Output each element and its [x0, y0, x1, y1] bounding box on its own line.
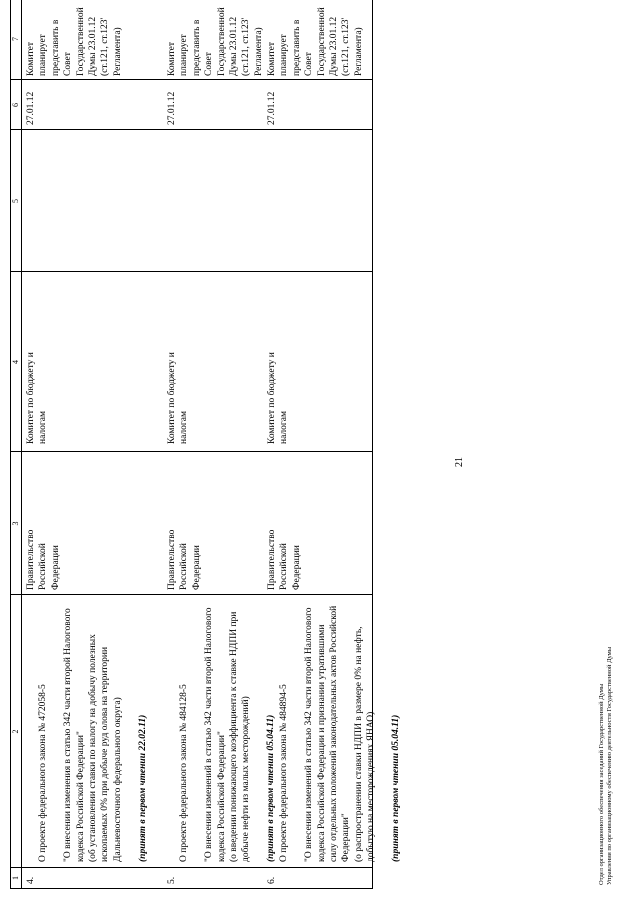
footer [598, 647, 614, 885]
committee: Комитет по бюджету и налогам [167, 352, 190, 444]
header-col-7: 7 [11, 37, 20, 41]
bill-description [166, 604, 278, 862]
header-col-5: 5 [11, 199, 20, 203]
page-number: 21 [454, 457, 465, 467]
initiator: Правительство Российской Федерации [167, 529, 202, 590]
header-col-2: 2 [11, 729, 20, 734]
row-number: 6. [267, 876, 277, 884]
initiator: Правительство Российской Федерации [267, 529, 302, 590]
header-col-6: 6 [11, 103, 20, 107]
initiator: Правительство Российской Федерации [26, 529, 61, 590]
row-number: 5. [167, 876, 177, 884]
bill-reading-note: (принят в первом чтении 22.02.11) [137, 714, 148, 862]
bill-intro: О проекте федерального закона № 484894-5 [279, 684, 290, 862]
footer-line-2: Управления по организационному обеспечению деятельности Государственной Думы [606, 646, 613, 885]
status-note: Комитет планирует представить в Совет Государственной Думы 23.01.12 (ст.121, ст.123' Регламента) [167, 7, 264, 76]
committee: Комитет по бюджету и налогам [267, 352, 290, 444]
header-col-1: 1 [11, 876, 20, 880]
row-number: 4. [26, 876, 36, 884]
bill-intro: О проекте федерального закона № 484128-5 [179, 684, 190, 862]
date: 27.01.12 [167, 91, 177, 125]
bill-intro: О проекте федерального закона № 472058-5 [38, 684, 49, 862]
status-note: Комитет планирует представить в Совет Государственной Думы 23.01.12 (ст.121, ст.123' Регламента) [267, 7, 364, 76]
bill-body: "О внесении изменения в статью 342 части второй Налогового кодекса Российской Федерации" (об установлении ставки по налогу на добычу полезных ископаемых 0% при добыче руд олова на территории Дальневосточного федерального округа) [63, 608, 123, 862]
bill-reading-note: (принят в первом чтении 05.04.11) [391, 714, 402, 862]
status-note: Комитет планирует представить в Совет Государственной Думы 23.01.12 (ст.121, ст.123' Регламента) [26, 7, 123, 76]
committee: Комитет по бюджету и налогам [26, 352, 49, 444]
bill-body: "О внесении изменений в статью 342 части второй Налогового кодекса Российской Федерации и признании утратившими силу отдельных положений законодательных актов Российской Федерации" (о распространении ставки НДПИ в размере 0% на нефть, добытую на месторождениях ЯНАО) [304, 605, 377, 862]
header-col-3: 3 [11, 521, 20, 526]
footer-line-1: Отдел организационного обеспечения заседаний Государственной Думы [598, 683, 605, 885]
bill-description [25, 604, 149, 862]
bill-description [266, 604, 402, 862]
bills-table [10, 0, 402, 889]
date: 27.01.12 [26, 91, 36, 125]
bill-body: "О внесении изменений в статью 342 части второй Налогового кодекса Российской Федерации" (о введении понижающего коэффициента к ставке НДПИ при добыче нефти из малых месторождений) [204, 607, 252, 862]
bill-reading-note: (принят в первом чтении 05.04.11) [266, 714, 277, 862]
header-col-4: 4 [11, 360, 20, 364]
date: 27.01.12 [267, 91, 277, 125]
